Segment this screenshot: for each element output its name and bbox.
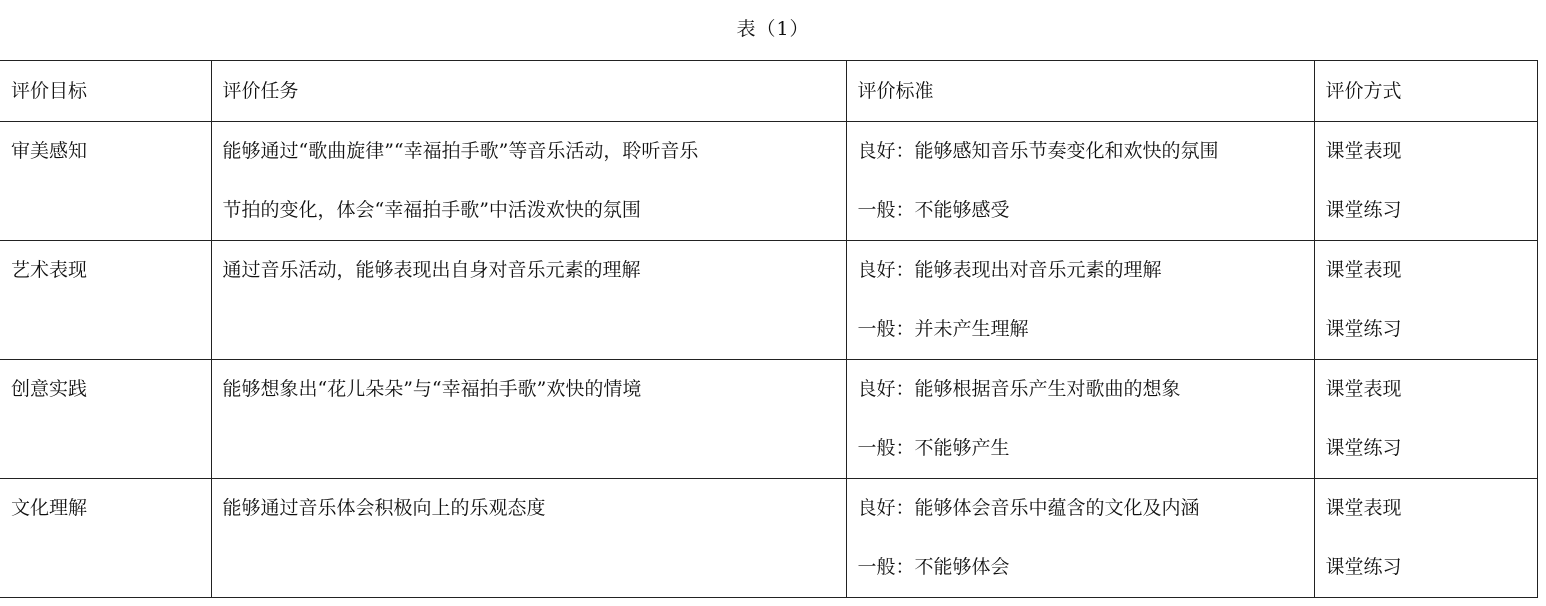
method-line: 课堂表现 (1325, 497, 1402, 519)
method-line: 课堂表现 (1325, 259, 1402, 281)
criteria-fair: 一般：并未产生理解 (857, 318, 1029, 340)
table-row (0, 479, 1537, 598)
criteria-cell (846, 479, 1314, 598)
task-cell (211, 241, 846, 360)
criteria-cell (846, 360, 1314, 479)
table-row (0, 241, 1537, 360)
method-line: 课堂表现 (1325, 140, 1402, 162)
method-line: 课堂练习 (1325, 318, 1402, 340)
method-cell (1314, 479, 1537, 598)
criteria-good: 良好：能够表现出对音乐元素的理解 (857, 259, 1162, 281)
criteria-good: 良好：能够体会音乐中蕴含的文化及内涵 (857, 497, 1200, 519)
method-line: 课堂表现 (1325, 378, 1402, 400)
goal-text: 文化理解 (11, 497, 88, 519)
header-goal: 评价目标 (0, 61, 211, 122)
criteria-fair: 一般：不能够体会 (857, 556, 1010, 578)
criteria-cell (846, 241, 1314, 360)
goal-text: 审美感知 (11, 140, 88, 162)
task-line: 通过音乐活动，能够表现出自身对音乐元素的理解 (222, 259, 641, 281)
method-cell (1314, 122, 1537, 241)
goal-cell (0, 122, 211, 241)
method-line: 课堂练习 (1325, 199, 1402, 221)
method-cell (1314, 241, 1537, 360)
task-line: 能够通过音乐体会积极向上的乐观态度 (222, 497, 546, 519)
table-row (0, 122, 1537, 241)
task-line: 能够通过“歌曲旋律”“幸福拍手歌”等音乐活动，聆听音乐 (222, 140, 699, 162)
goal-cell (0, 479, 211, 598)
header-method: 评价方式 (1314, 61, 1537, 122)
criteria-good: 良好：能够感知音乐节奏变化和欢快的氛围 (857, 140, 1219, 162)
criteria-cell (846, 122, 1314, 241)
task-cell (211, 479, 846, 598)
method-line: 课堂练习 (1325, 556, 1402, 578)
table-caption: 表（1） (736, 18, 810, 40)
task-line: 节拍的变化，体会“幸福拍手歌”中活泼欢快的氛围 (222, 199, 641, 221)
task-line: 能够想象出“花儿朵朵”与“幸福拍手歌”欢快的情境 (222, 378, 642, 400)
goal-text: 艺术表现 (11, 259, 88, 281)
method-cell (1314, 360, 1537, 479)
criteria-good: 良好：能够根据音乐产生对歌曲的想象 (857, 378, 1181, 400)
goal-cell (0, 241, 211, 360)
header-task: 评价任务 (211, 61, 846, 122)
goal-cell (0, 360, 211, 479)
table-header-row (0, 61, 1537, 122)
criteria-fair: 一般：不能够感受 (857, 199, 1010, 221)
table-row (0, 360, 1537, 479)
header-criteria: 评价标准 (846, 61, 1314, 122)
criteria-fair: 一般：不能够产生 (857, 437, 1010, 459)
task-cell (211, 360, 846, 479)
evaluation-table (0, 60, 1538, 598)
goal-text: 创意实践 (11, 378, 88, 400)
method-line: 课堂练习 (1325, 437, 1402, 459)
task-cell (211, 122, 846, 241)
